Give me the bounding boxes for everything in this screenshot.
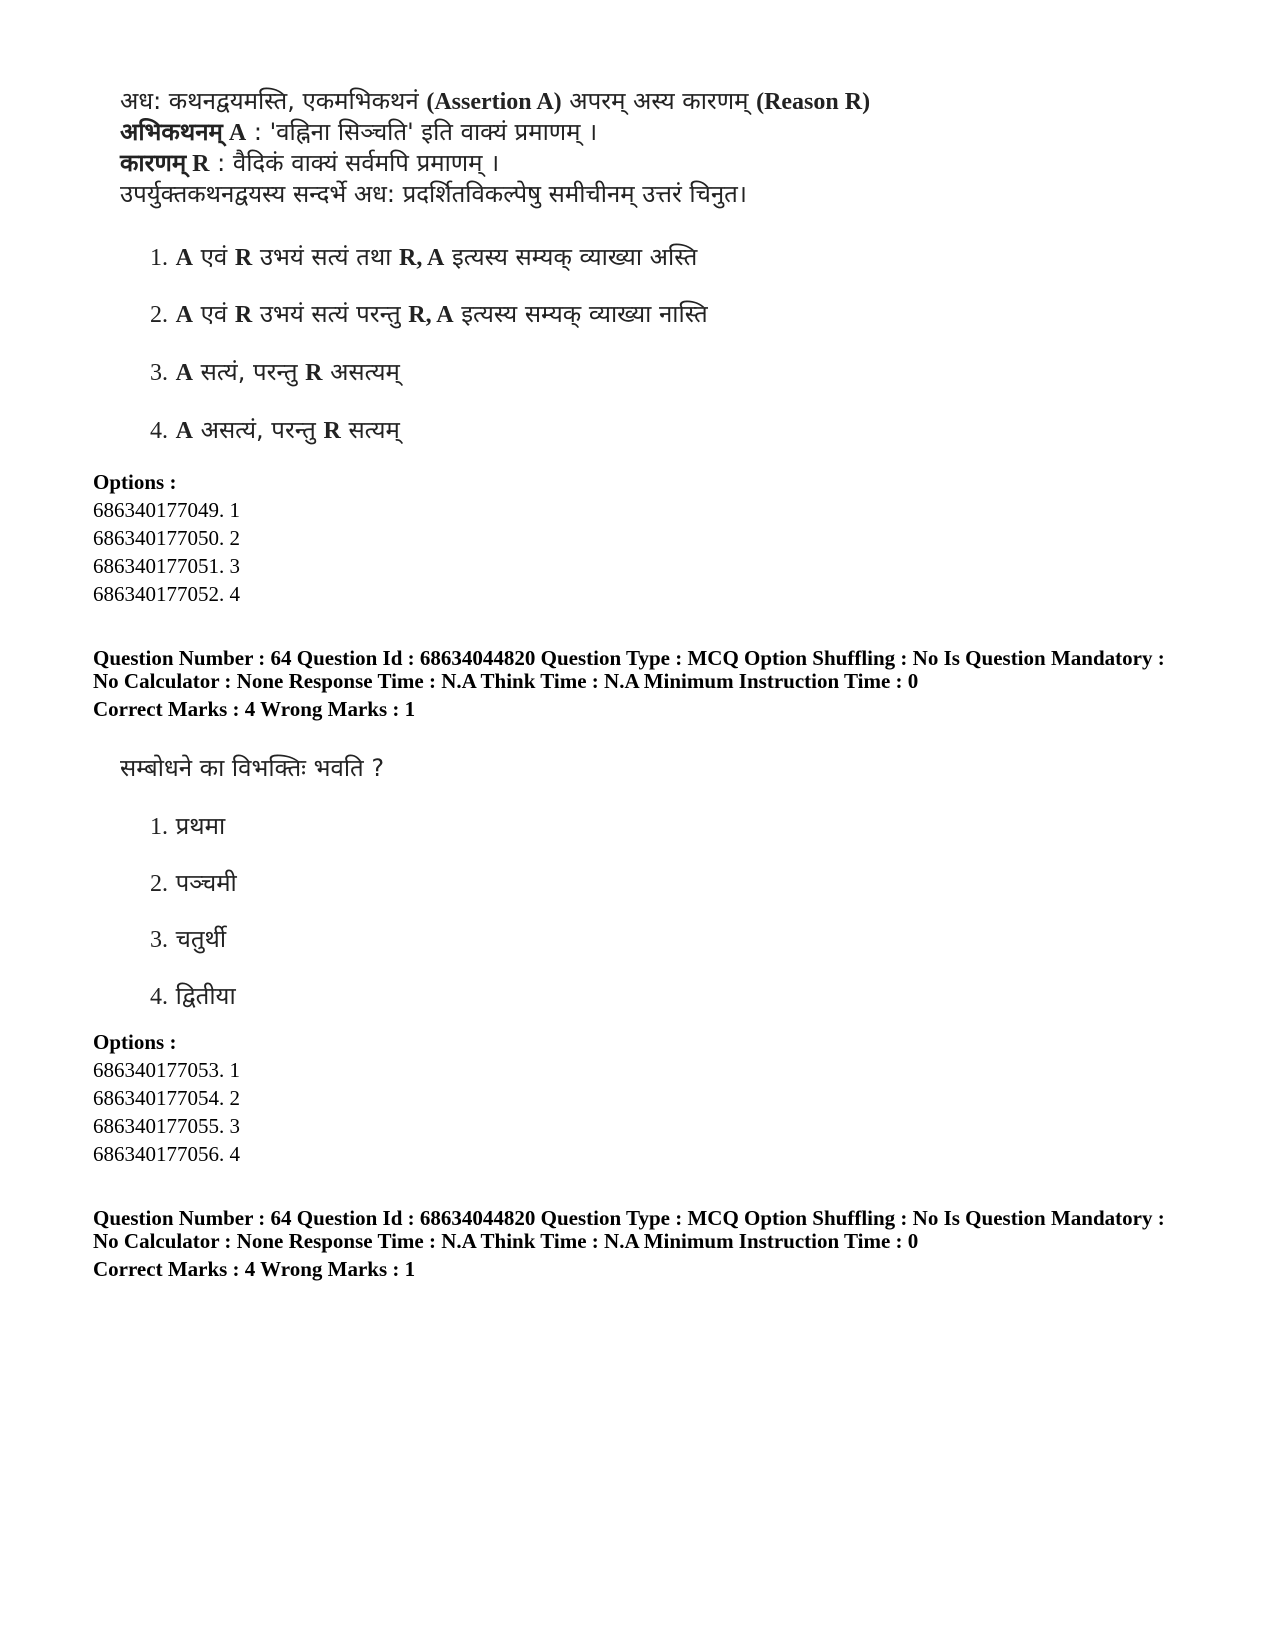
q1-choice: 3. A सत्यं, परन्तु R असत्यम्	[150, 358, 400, 386]
option-id: 686340177052. 4	[93, 582, 240, 606]
q2-choice: 4. द्वितीया	[150, 982, 236, 1010]
question-marks-line: Correct Marks : 4 Wrong Marks : 1	[93, 697, 416, 721]
q1-choice: 4. A असत्यं, परन्तु R सत्यम्	[150, 416, 400, 444]
option-id: 686340177049. 1	[93, 498, 240, 522]
q1-choice: 1. A एवं R उभयं सत्यं तथा R, A इत्यस्य सम्यक् व्याख्या अस्ति	[150, 243, 698, 271]
question-meta-line: No Calculator : None Response Time : N.A Think Time : N.A Minimum Instruction Time : 0	[93, 669, 919, 693]
option-id: 686340177055. 3	[93, 1114, 240, 1138]
q2-choice: 3. चतुर्थी	[150, 925, 227, 953]
options-label: Options :	[93, 1030, 177, 1054]
option-id: 686340177050. 2	[93, 526, 240, 550]
question-marks-line: Correct Marks : 4 Wrong Marks : 1	[93, 1257, 416, 1281]
q2-question-text: सम्बोधने का विभक्तिः भवति ?	[120, 754, 385, 782]
q2-choice: 1. प्रथमा	[150, 812, 226, 840]
options-label: Options :	[93, 470, 177, 494]
question-meta-line: Question Number : 64 Question Id : 68634044820 Question Type : MCQ Option Shuffling : No Is Question Mandatory :	[93, 1206, 1165, 1230]
question-meta-line: Question Number : 64 Question Id : 68634044820 Question Type : MCQ Option Shuffling : No Is Question Mandatory :	[93, 646, 1165, 670]
option-id: 686340177053. 1	[93, 1058, 240, 1082]
q1-instruction-line: उपर्युक्तकथनद्वयस्य सन्दर्भे अध: प्रदर्शितविकल्पेषु समीचीनम् उत्तरं चिनुत।	[120, 180, 747, 208]
q1-intro-line: अध: कथनद्वयमस्ति, एकमभिकथनं (Assertion A) अपरम् अस्य कारणम् (Reason R)	[120, 87, 871, 115]
q1-choice: 2. A एवं R उभयं सत्यं परन्तु R, A इत्यस्य सम्यक् व्याख्या नास्ति	[150, 300, 708, 328]
question-meta-line: No Calculator : None Response Time : N.A Think Time : N.A Minimum Instruction Time : 0	[93, 1229, 919, 1253]
q1-reason-line: कारणम् R : वैदिकं वाक्यं सर्वमपि प्रमाणम् ।	[120, 149, 500, 177]
option-id: 686340177054. 2	[93, 1086, 240, 1110]
option-id: 686340177051. 3	[93, 554, 240, 578]
q2-choice: 2. पञ्चमी	[150, 869, 237, 897]
q1-assertion-line: अभिकथनम् A : 'वह्निना सिञ्चति' इति वाक्यं प्रमाणम् ।	[120, 118, 598, 146]
option-id: 686340177056. 4	[93, 1142, 240, 1166]
